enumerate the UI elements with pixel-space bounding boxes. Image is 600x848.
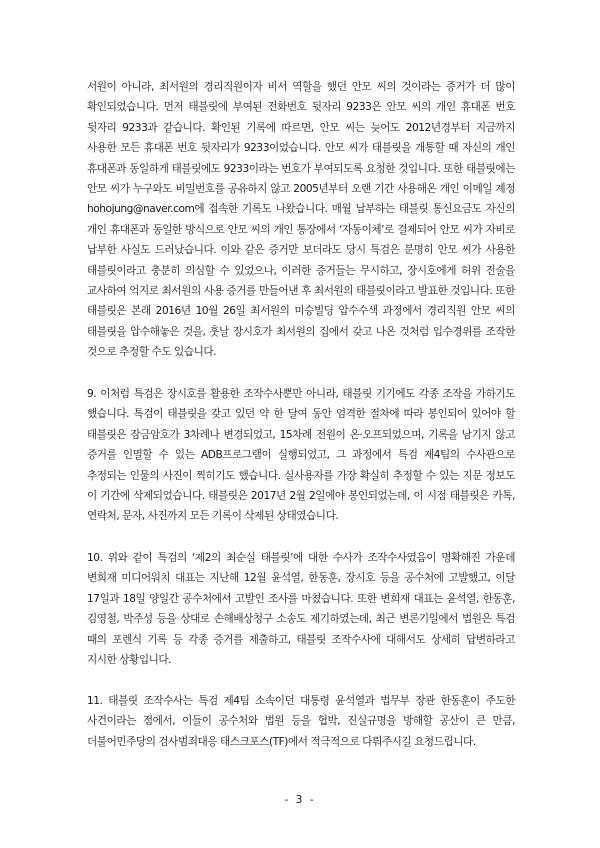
paragraph-11: 11. 태블릿 조작수사는 특검 제4팀 소속이던 대통령 윤석열과 법무부 장관 한동훈이 주도한 사건이라는 점에서, 이들이 공수처와 법원 등을 협박, 진실규명을 방해할 공산이 큰 만큼, 더불어민주당의 검사범죄대응 태스크포스(TF)에서 적극적으로 다뤄주시길 요청드립니다. <box>87 695 515 748</box>
page-number: - 3 - <box>284 794 316 806</box>
paragraph-10: 10. 위와 같이 특검의 ‘제2의 최순실 태블릿’에 대한 수사가 조작수사였음이 명확해진 가운데 변희재 미디어워치 대표는 지난해 12월 윤석열, 한동훈, 장시호 등을 공수처에 고발했고, 이달 17일과 18일 양일간 공수처에서 고발인 조사를 마쳤습니다. 또한 변희재 대표는 윤석열, 한동훈, 김영철, 박주성 등을 상대로 손해배상청구 소송도 제기하였는데, 최근 변론기일에서 법원은 특검 때의 포렌식 기록 등 각종 증거를 제출하고, 태블릿 조작수사에 대해서도 상세히 답변하라고 지시한 상황입니다. <box>87 552 515 667</box>
paragraph-continued: 서원이 아니라, 최서원의 경리직원이자 비서 역할을 했던 안모 씨의 것이라는 증거가 더 많이 확인되었습니다. 먼저 태블릿에 부여된 전화번호 뒷자리 9233은 안모 씨의 개인 휴대폰 번호 뒷자리 9233과 같습니다. 확인된 기록에 따르면, 안모 씨는 늦어도 2012년경부터 지금까지 사용한 모든 휴대폰 번호 뒷자리가 9233이었습니다. 안모 씨가 태블릿을 개통할 때 자신의 개인 휴대폰과 동일하게 태블릿에도 9233이라는 번호가 부여되도록 요청한 것입니다. 또한 태블릿에는 안모 씨가 누구와도 비밀번호를 공유하지 않고 2005년부터 오랜 기간 사용해온 개인 이메일 계정 hohojung@naver.com에 접속한 기록도 나왔습니다. 매월 납부하는 태블릿 통신요금도 자신의 개인 휴대폰과 동일한 방식으로 안모 씨의 개인 통장에서 ‘자동이체’로 결제되어 안모 씨가 자비로 납부한 사실도 드러났습니다. 이와 같은 증거만 보더라도 당시 특검은 분명히 안모 씨가 사용한 태블릿이라고 충분히 의심할 수 있었으나, 이러한 증거들는 무시하고, 장시호에게 허위 진술을 교사하여 억지로 최서원의 사용 증거를 만들어낸 후 최서원의 태블릿이라고 발표한 것입니다. 또한 태블릿은 본래 2016년 10월 26일 최서원의 미승빌딩 압수수색 과정에서 경리직원 안모 씨의 태블릿을 압수해놓은 것을, 훗날 장시호가 최서원의 집에서 갖고 나온 것처럼 입수경위를 조작한 것으로 추정할 수도 있습니다. <box>87 81 515 359</box>
paragraph-9: 9. 이처럼 특검은 장시호를 활용한 조작수사뿐만 아니라, 태블릿 기기에도 각종 조작을 가하기도 했습니다. 특검이 태블릿을 갖고 있던 약 한 달여 동안 엄격한 절차에 따라 봉인되어 있어야 할 태블릿은 잠금암호가 3차례나 변경되었고, 15차례 전원이 온·오프되었으며, 기록을 남기지 않고 증거를 인멸할 수 있는 ADB프로그램이 실행되었고, 그 과정에서 특검 제4팀의 수사관으로 추정되는 인물의 사진이 찍히기도 했습니다. 실사용자를 가장 확실히 추정할 수 있는 지문 정보도 이 기간에 삭제되었습니다. 태블릿은 2017년 2월 2일에야 봉인되었는데, 이 시점 태블릿은 카톡, 연락처, 문자, 사진까지 모든 기록이 삭제된 상태였습니다. <box>87 388 515 523</box>
